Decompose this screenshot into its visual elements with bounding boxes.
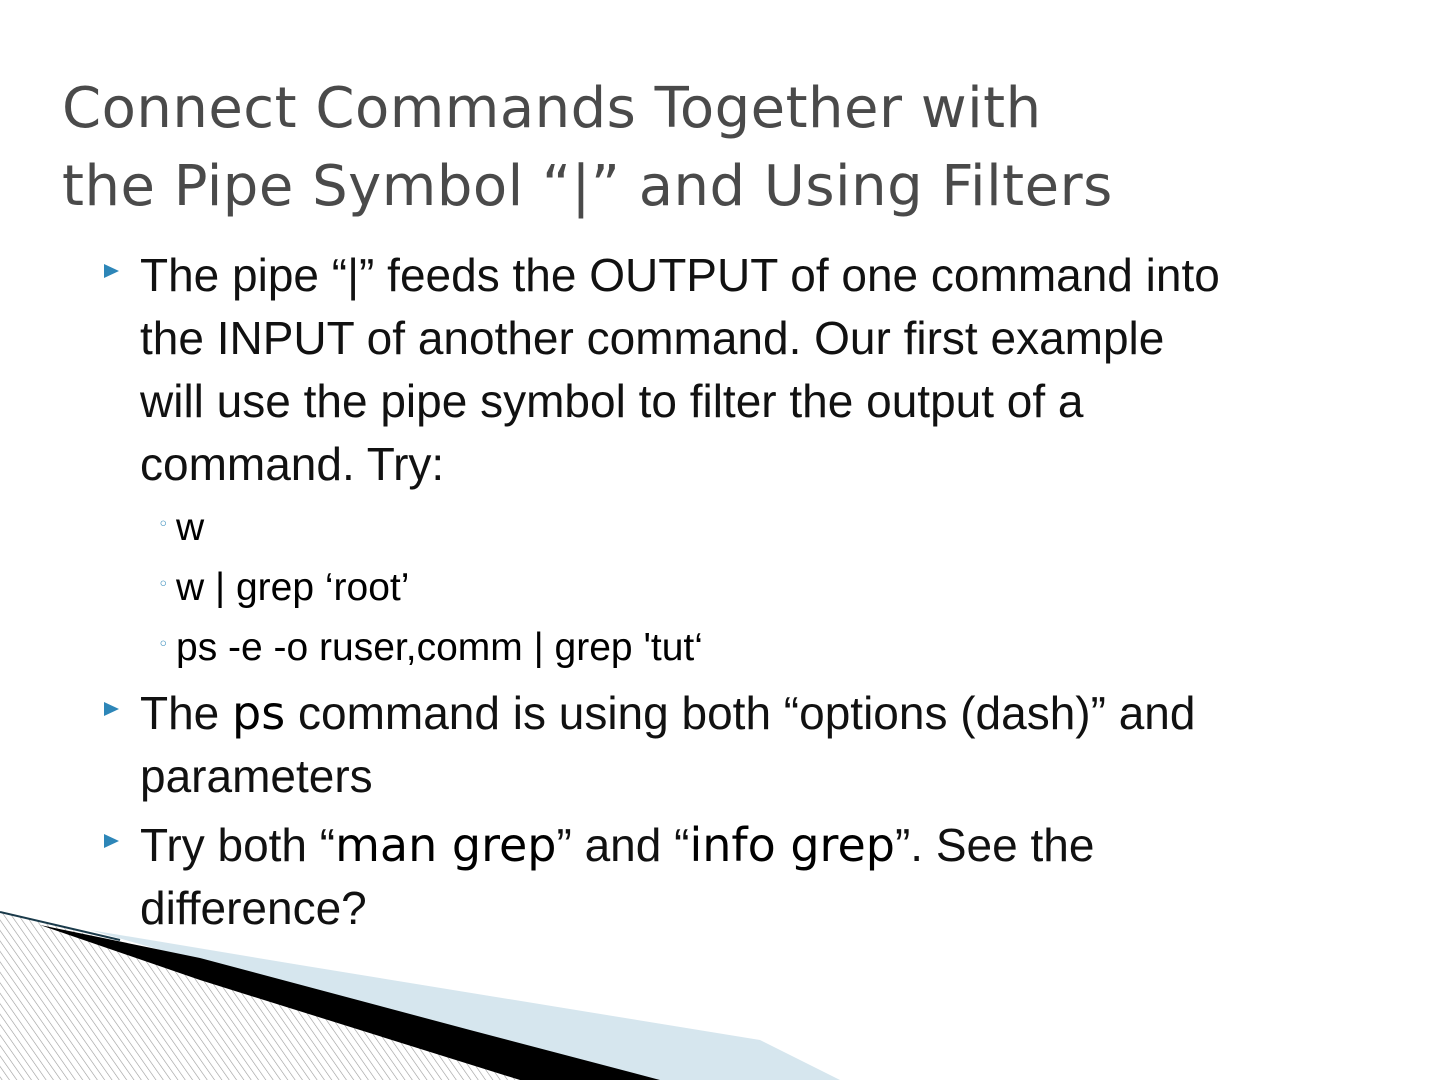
slide-title-line-2: the Pipe Symbol “|” and Using Filters <box>62 154 1113 219</box>
bullet-arrow-icon <box>104 702 119 716</box>
bullet-3-line-1 <box>140 814 1370 877</box>
bullet-3-middle: ” and “ <box>556 819 690 871</box>
bullet-1-line-4: command. Try: <box>140 438 445 490</box>
slide-title-line-1: Connect Commands Together with <box>62 76 1042 141</box>
ps-command-text: ps <box>232 686 286 740</box>
command-w: w <box>176 506 205 549</box>
command-w-grep-root: w | grep ‘root’ <box>176 566 410 609</box>
bullet-pipe-description <box>140 244 1370 496</box>
info-grep-text: info grep <box>689 818 895 872</box>
sub-bullet-circle-icon: ◦ <box>158 514 169 535</box>
bullet-2-prefix: The <box>140 687 233 739</box>
bullet-1-line-1: The pipe “|” feeds the OUTPUT of one command into <box>140 249 1220 301</box>
bullet-2-line-1 <box>140 682 1370 745</box>
bullet-3-line-2: difference? <box>140 882 367 934</box>
decorative-swoosh <box>0 880 1440 1080</box>
bullet-1-line-2: the INPUT of another command. Our first example <box>140 312 1165 364</box>
bullet-3-suffix: ”. See the <box>894 819 1095 871</box>
man-grep-text: man grep <box>335 818 557 872</box>
sub-bullet-circle-icon: ◦ <box>158 574 169 595</box>
sub-bullet-circle-icon: ◦ <box>158 634 169 655</box>
bullet-2-rest: command is using both “options (dash)” and <box>285 687 1196 739</box>
bullet-3-prefix: Try both “ <box>140 819 336 871</box>
bullet-arrow-icon <box>104 264 119 278</box>
bullet-arrow-icon <box>104 834 119 848</box>
bullet-2-line-2: parameters <box>140 750 373 802</box>
command-ps-grep-tut: ps -e -o ruser,comm | grep 'tut‘ <box>176 626 703 669</box>
bullet-ps-options <box>140 682 1370 808</box>
bullet-1-line-3: will use the pipe symbol to filter the output of a <box>140 375 1084 427</box>
